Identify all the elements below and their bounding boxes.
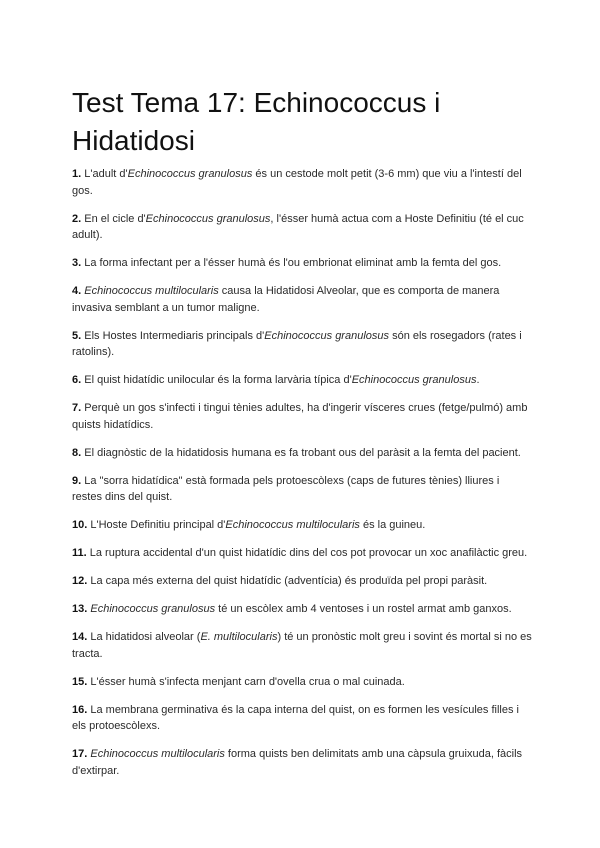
question-number: 16. — [72, 703, 88, 716]
question-text: El diagnòstic de la hidatidosis humana es fa trobant ous del paràsit a la femta del pacient. — [84, 446, 521, 459]
question-number: 11. — [72, 547, 87, 559]
question-text: La "sorra hidatídica" està formada pels protoescòlexs (caps de futures tènies) lliures i restes dins del quist. — [72, 474, 500, 503]
question-item — [72, 211, 532, 244]
question-text: En el cicle d' — [84, 212, 146, 225]
question-text: té un escòlex amb 4 ventoses i un rostel armat amb ganxos. — [215, 603, 512, 615]
question-number: 2. — [72, 212, 82, 225]
question-number: 3. — [72, 257, 82, 269]
species-name: Echinococcus multilocularis — [225, 519, 360, 531]
question-number: 17. — [72, 748, 88, 760]
question-text: forma quists ben delimitats amb una càpsula gruixuda, fàcils d'extirpar. — [72, 748, 523, 777]
species-name: Echinococcus granulosus — [90, 603, 216, 615]
question-text: L'Hoste Definitiu principal d' — [90, 519, 226, 531]
question-item — [72, 545, 532, 562]
question-item — [72, 372, 532, 389]
question-text: és un cestode molt petit (3-6 mm) que viu a l'intestí del gos. — [72, 168, 522, 197]
page-title: Test Tema 17: Echinococcus i Hidatidosi — [72, 87, 441, 156]
question-text: La membrana germinativa és la capa interna del quist, on es formen les vesícules filles i els protoescòlexs. — [72, 703, 519, 732]
question-number: 6. — [72, 374, 82, 386]
question-number: 7. — [72, 402, 82, 414]
question-item — [72, 255, 532, 272]
question-number: 4. — [72, 285, 82, 297]
question-text: causa la Hidatidosi Alveolar, que es comporta de manera invasiva semblant a un tumor maligne. — [72, 285, 500, 314]
question-text: , l'ésser humà actua com a Hoste Definitiu (té el cuc adult). — [72, 212, 524, 241]
question-text: L'ésser humà s'infecta menjant carn d'ovella crua o mal cuinada. — [90, 675, 405, 688]
species-name: Echinococcus granulosus — [145, 212, 271, 225]
question-number: 1. — [72, 168, 82, 180]
question-number: 8. — [72, 446, 82, 459]
question-item — [72, 517, 532, 534]
species-name: Echinococcus multilocularis — [84, 285, 219, 297]
question-item — [72, 328, 532, 361]
question-text: és la guineu. — [359, 519, 426, 531]
question-text: Els Hostes Intermediaris principals d' — [84, 329, 265, 342]
species-name: Echinococcus multilocularis — [90, 748, 225, 760]
question-text: La capa més externa del quist hidatídic (adventícia) és produïda pel propi paràsit. — [90, 575, 488, 587]
question-item — [72, 400, 532, 433]
question-item — [72, 573, 532, 590]
question-text: La ruptura accidental d'un quist hidatídic dins del cos pot provocar un xoc anafilàctic greu. — [89, 547, 528, 559]
question-number: 5. — [72, 329, 82, 342]
question-number: 15. — [72, 675, 88, 688]
question-text: El quist hidatídic unilocular és la forma larvària típica d' — [84, 374, 352, 386]
question-item — [72, 166, 532, 199]
question-number: 13. — [72, 603, 88, 615]
question-item — [72, 283, 532, 316]
question-item — [72, 445, 532, 462]
question-text: L'adult d' — [84, 168, 128, 180]
question-item — [72, 473, 532, 506]
question-number: 10. — [72, 519, 88, 531]
question-number: 12. — [72, 575, 88, 587]
species-name: E. multilocularis — [200, 631, 278, 643]
question-item — [72, 746, 532, 779]
question-item — [72, 629, 532, 662]
question-text: . — [476, 374, 480, 386]
question-text: La forma infectant per a l'ésser humà és l'ou embrionat eliminat amb la femta del gos. — [84, 257, 502, 269]
question-item — [72, 601, 532, 618]
question-text: La hidatidosi alveolar ( — [90, 631, 201, 643]
question-text: Perquè un gos s'infecti i tingui tènies adultes, ha d'ingerir vísceres crues (fetge/pulmó) amb quists hidatídics. — [72, 402, 528, 431]
question-number: 9. — [72, 474, 82, 487]
question-text: són els rosegadors (rates i ratolins). — [72, 329, 522, 358]
question-item — [72, 674, 532, 691]
species-name: Echinococcus granulosus — [351, 374, 477, 386]
species-name: Echinococcus granulosus — [264, 329, 390, 342]
question-number: 14. — [72, 631, 88, 643]
species-name: Echinococcus granulosus — [127, 168, 253, 180]
question-list — [72, 166, 532, 791]
question-item — [72, 702, 532, 735]
question-text: ) té un pronòstic molt greu i sovint és mortal si no es tracta. — [72, 631, 532, 660]
